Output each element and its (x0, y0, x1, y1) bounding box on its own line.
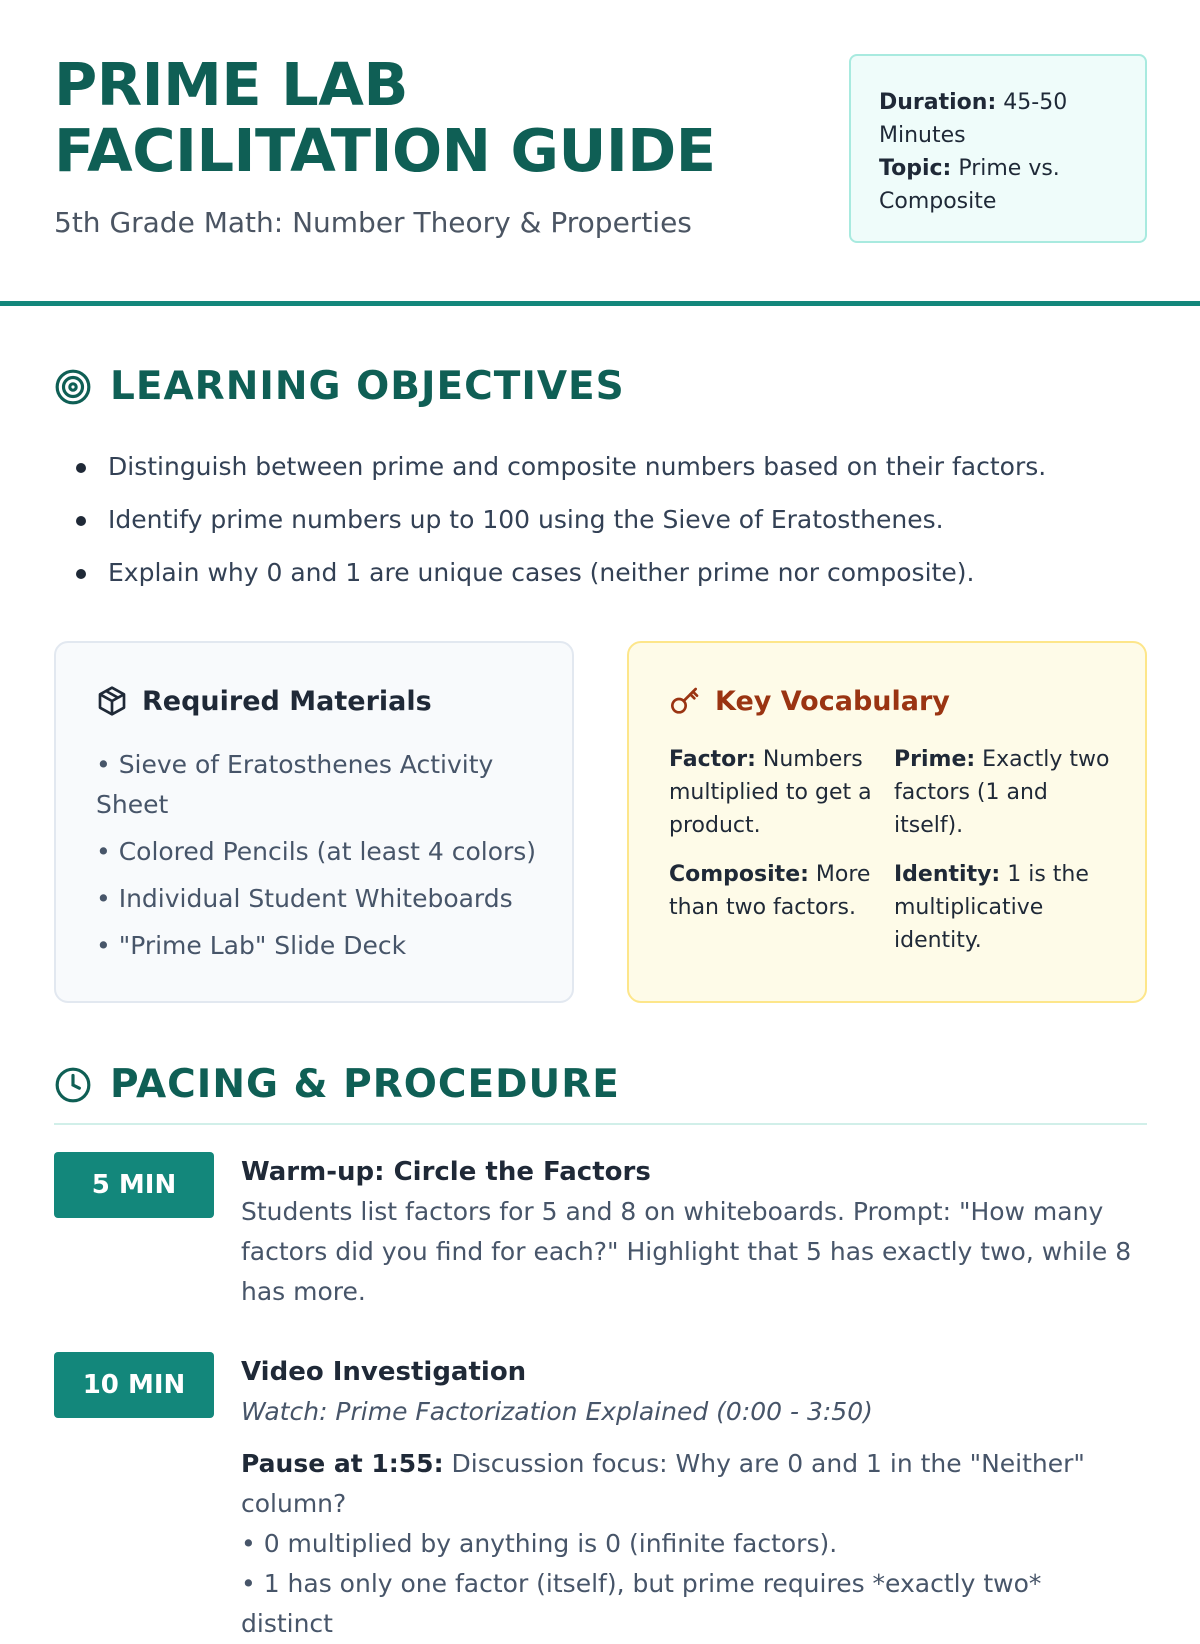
vocab-term: Composite: (669, 862, 809, 887)
topic-line (879, 152, 1117, 218)
vocab-term: Identity: (894, 862, 1001, 887)
pause-label: Pause at 1:55: (241, 1449, 444, 1478)
page-subtitle: 5th Grade Math: Number Theory & Properties (54, 206, 692, 239)
material-item: • Individual Student Whiteboards (96, 884, 513, 913)
vocab-term-composite (669, 858, 879, 957)
target-icon (54, 368, 92, 406)
vocabulary-card (627, 641, 1147, 1003)
vocab-term-identity (894, 858, 1114, 957)
materials-list (96, 745, 546, 973)
objective-item: Identify prime numbers up to 100 using the Sieve of Eratosthenes. (54, 493, 1154, 546)
page-header (0, 0, 1200, 306)
vocab-term: Prime: (894, 747, 976, 772)
vocab-term: Factor: (669, 747, 756, 772)
materials-title (96, 685, 432, 717)
objective-item: Explain why 0 and 1 are unique cases (neither prime nor composite). (54, 546, 1154, 599)
material-item: • Colored Pencils (at least 4 colors) (96, 837, 537, 866)
duration-badge: 5 MIN (54, 1152, 214, 1218)
pacing-divider (54, 1123, 1147, 1125)
step-bullet: • 1 has only one factor (itself), but prime requires *exactly two* distinct (241, 1569, 1042, 1638)
pause-text: Discussion focus: Why are 0 and 1 in the "Neither" column? (241, 1449, 1085, 1518)
step-title: Warm-up: Circle the Factors (241, 1157, 651, 1187)
vocabulary-title-label: Key Vocabulary (715, 685, 950, 717)
vocab-definition: Numbers multiplied to get a product. (669, 747, 872, 838)
vocabulary-grid (669, 743, 1119, 957)
topic-value: Prime vs. Composite (879, 156, 1060, 214)
meta-card (849, 54, 1147, 243)
vocab-definition: Exactly two factors (1 and itself). (894, 747, 1110, 838)
topic-label: Topic: (879, 156, 952, 181)
step-body (241, 1352, 1141, 1644)
vocabulary-title (669, 685, 950, 717)
objectives-heading (54, 364, 625, 409)
clock-icon (54, 1066, 92, 1104)
duration-label: Duration: (879, 90, 997, 115)
objective-item: Distinguish between prime and composite numbers based on their factors. (54, 440, 1154, 493)
video-reference: Watch: Prime Factorization Explained (0:00 - 3:50) (241, 1397, 873, 1426)
box-icon (96, 685, 128, 717)
materials-title-label: Required Materials (142, 685, 432, 717)
step-title: Video Investigation (241, 1357, 527, 1387)
vocab-definition: 1 is the multiplicative identity. (894, 862, 1089, 953)
vocab-term-factor (669, 743, 879, 842)
step-text: Students list factors for 5 and 8 on whiteboards. Prompt: "How many factors did you find for each?" Highlight that 5 has exactly two, while 8 has more. (241, 1197, 1132, 1306)
pause-note (241, 1444, 1141, 1524)
materials-card (54, 641, 574, 1003)
objectives-list (54, 440, 1154, 599)
page-title: PRIME LAB FACILITATION GUIDE (54, 50, 716, 185)
pacing-heading-label: PACING & PROCEDURE (110, 1062, 620, 1107)
vocab-definition: More than two factors. (669, 862, 871, 920)
step-body (241, 1152, 1141, 1312)
duration-badge: 10 MIN (54, 1352, 214, 1418)
duration-line (879, 86, 1117, 152)
step-bullet: • 0 multiplied by anything is 0 (infinite factors). (241, 1529, 838, 1558)
key-icon (669, 685, 701, 717)
pacing-heading (54, 1062, 620, 1107)
vocab-term-prime (894, 743, 1114, 842)
material-item: • "Prime Lab" Slide Deck (96, 931, 407, 960)
duration-value: 45-50 Minutes (879, 90, 1068, 148)
material-item: • Sieve of Eratosthenes Activity Sheet (96, 750, 494, 819)
objectives-heading-label: LEARNING OBJECTIVES (110, 364, 625, 409)
